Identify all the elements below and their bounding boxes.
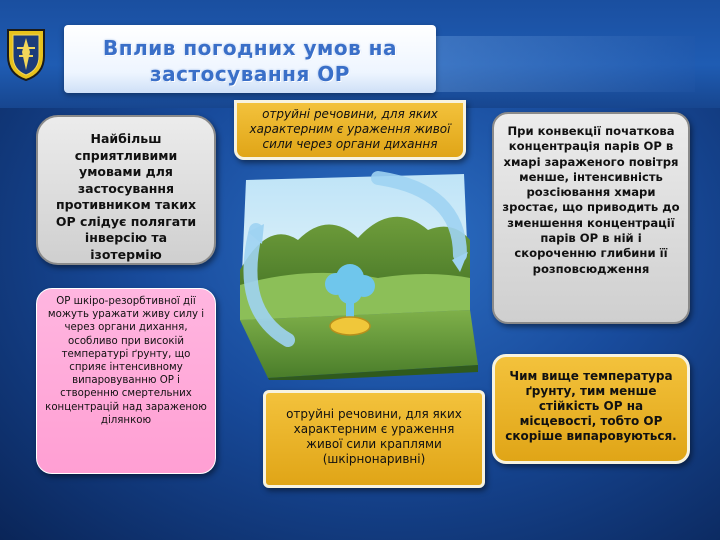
skin-resorptive-box: ОР шкіро-резорбтивної дії можуть уражати живу силу і через органи дихання, особливо при високій температурі ґрунту, що сприяє інтенсивному випаровуванню ОР і створенню смертельних концентрацій над зараженою ділянкою <box>36 288 216 474</box>
title-line-2: застосування ОР <box>150 62 350 86</box>
convection-box: При конвекції початкова концентрація парів ОР в хмарі зараженого повітря менше, інтенсивність розсіювання хмари зростає, що приводить до зменшення концентрації парів ОР в ній і скороченню глибини її розповсюдження <box>492 112 690 324</box>
title-line-1: Вплив погодних умов на <box>103 36 397 60</box>
page-title <box>64 35 436 87</box>
landscape-illustration <box>228 160 478 380</box>
emblem-logo <box>4 26 48 82</box>
respiratory-agents-box: отруйні речовини, для яких характерним є ураження живої сили через органи дихання <box>234 100 466 160</box>
soil-temperature-box: Чим вище температура ґрунту, тим менше стійкість ОР на місцевості, тобто ОР скоріше випаровуються. <box>492 354 690 464</box>
droplet-agents-box: отруйні речовини, для яких характерним є ураження живої сили краплями (шкірнонаривні) <box>263 390 485 488</box>
header-stripe <box>430 36 695 92</box>
favorable-conditions-box: Найбільш сприятливими умовами для застосування противником таких ОР слідує полягати інверсію та ізотермію <box>36 115 216 265</box>
